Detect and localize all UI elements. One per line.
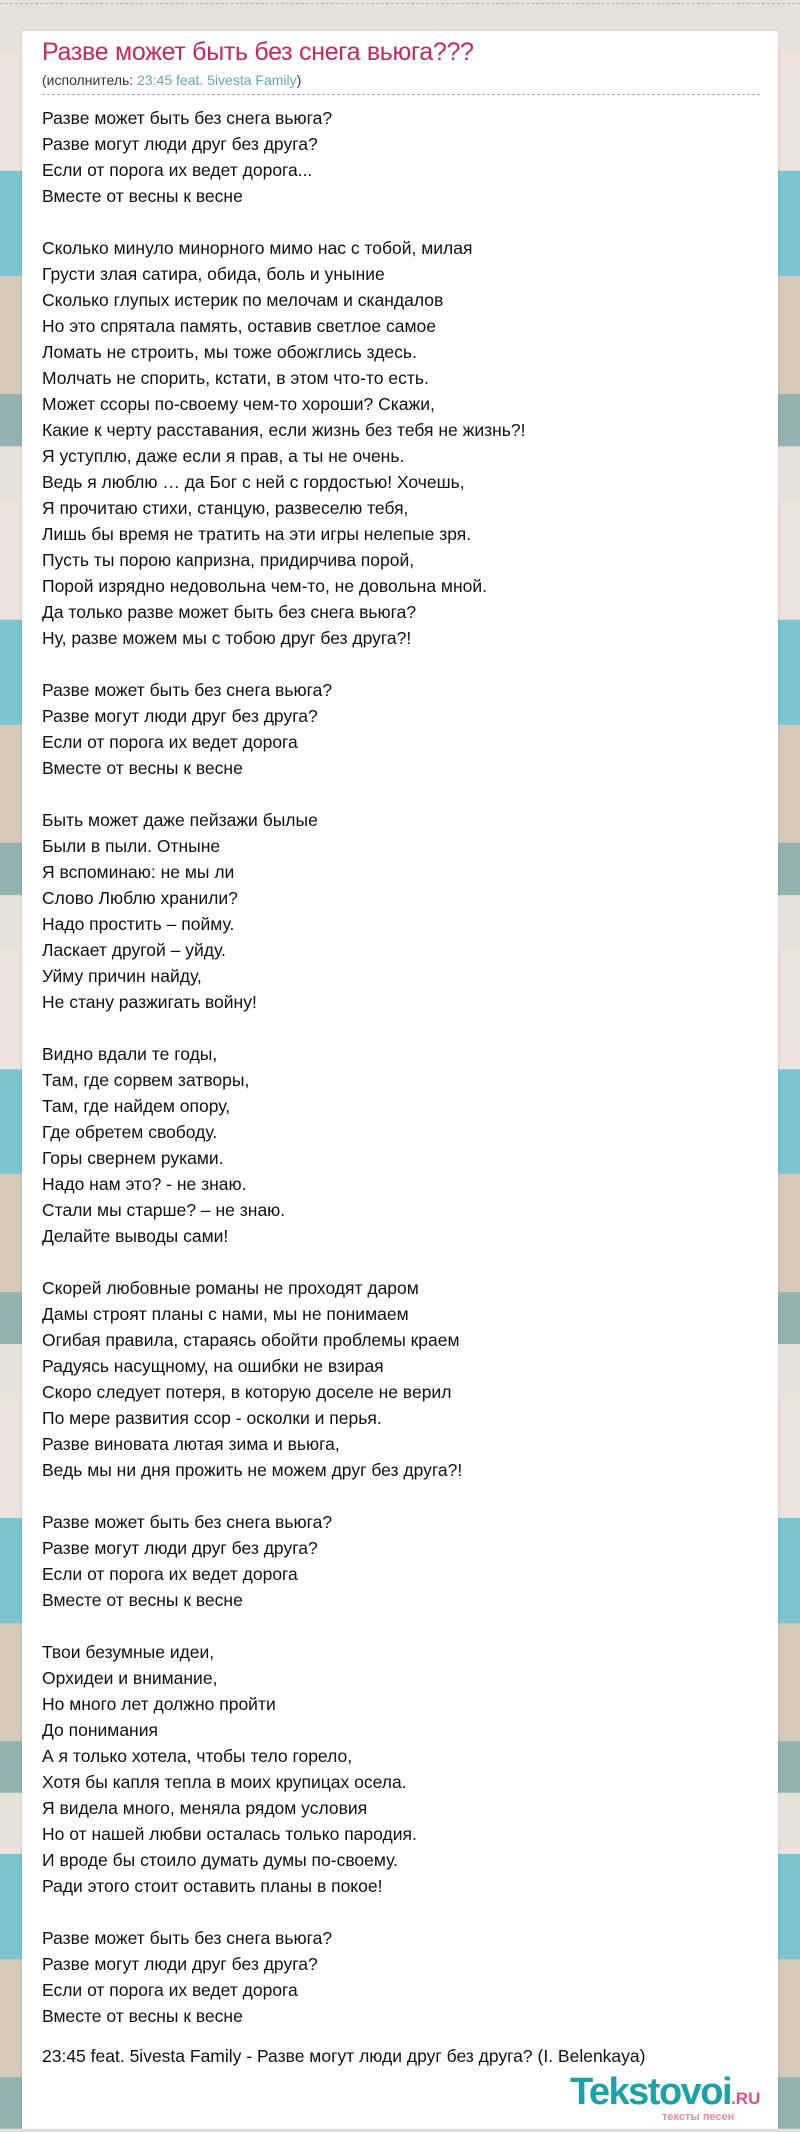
lyric-line: Разве виновата лютая зима и вьюга, [42,1434,340,1454]
lyric-line: До понимания [42,1720,158,1740]
lyric-line: Делайте выводы сами! [42,1226,229,1246]
lyric-line: Я уступлю, даже если я прав, а ты не очень. [42,446,405,466]
lyric-line: Скоро следует потеря, в которую доселе не верил [42,1382,452,1402]
lyric-line: Сколько глупых истерик по мелочам и скандалов [42,290,444,310]
lyric-line: Я видела много, меняла рядом условия [42,1798,368,1818]
lyric-line: Ведь мы ни дня прожить не можем друг без друга?! [42,1460,463,1480]
stanza-break [42,1613,526,1639]
lyric-line: Разве могут люди друг без друга? [42,1954,318,1974]
lyric-line: Разве может быть без снега вьюга? [42,1512,333,1532]
lyric-line: Разве может быть без снега вьюга? [42,108,333,128]
stanza-break [42,1483,526,1509]
lyrics-text [42,105,526,2029]
lyric-line: Я прочитаю стихи, станцую, развеселю тебя, [42,498,409,518]
lyric-line: Огибая правила, стараясь обойти проблемы краем [42,1330,460,1350]
lyric-line: Надо простить – пойму. [42,914,235,934]
lyric-line: Сколько минуло минорного мимо нас с тобой, милая [42,238,473,258]
lyric-line: А я только хотела, чтобы тело горело, [42,1746,353,1766]
lyric-line: Хотя бы капля тепла в моих крупицах осела. [42,1772,407,1792]
lyric-line: Я вспоминаю: не мы ли [42,862,235,882]
lyric-line: Какие к черту расставания, если жизнь без тебя не жизнь?! [42,420,526,440]
lyric-line: Ведь я люблю … да Бог с ней с гордостью! Хочешь, [42,472,465,492]
lyric-line: Ласкает другой – уйду. [42,940,226,960]
lyric-line: Слово Люблю хранили? [42,888,238,908]
song-footer-credit: 23:45 feat. 5ivesta Family - Разве могут люди друг без друга? (I. Belenkaya) [42,2046,646,2066]
lyric-line: Не стану разжигать войну! [42,992,257,1012]
lyric-line: Если от порога их ведет дорога [42,732,298,752]
artist-line [42,72,301,89]
lyric-line: Ломать не строить, мы тоже обожглись здесь. [42,342,417,362]
lyric-line: Ну, разве можем мы с тобою друг без друга?! [42,628,412,648]
lyric-line: Уйму причин найду, [42,966,202,986]
lyric-line: Орхидеи и внимание, [42,1668,218,1688]
lyric-line: Разве может быть без снега вьюга? [42,1928,333,1948]
artist-suffix: ) [296,72,302,88]
lyric-line: Там, где найдем опору, [42,1096,231,1116]
lyric-line: Твои безумные идеи, [42,1642,215,1662]
logo-wordmark: Tekstovoi [570,2071,732,2113]
lyric-line: Скорей любовные романы не проходят даром [42,1278,419,1298]
stanza-break [42,651,526,677]
lyric-line: Лишь бы время не тратить на эти игры нелепые зря. [42,524,472,544]
lyric-line: Горы свернем руками. [42,1148,224,1168]
lyric-line: Видно вдали те годы, [42,1044,218,1064]
lyric-line: Вместе от весны к весне [42,758,243,778]
lyric-line: Разве могут люди друг без друга? [42,1538,318,1558]
lyric-line: Быть может даже пейзажи былые [42,810,318,830]
lyric-line: Ради этого стоит оставить планы в покое! [42,1876,383,1896]
logo-tagline: тексты песен [662,2111,735,2123]
stanza-break [42,781,526,807]
lyric-line: Радуясь насущному, на ошибки не взирая [42,1356,384,1376]
stanza-break [42,1899,526,1925]
title-divider [42,94,760,95]
lyric-line: По мере развития ссор - осколки и перья. [42,1408,382,1428]
lyric-line: Пусть ты порою капризна, придирчива порой, [42,550,415,570]
lyric-line: Но это спрятала память, оставив светлое самое [42,316,436,336]
lyric-line: Там, где сорвем затворы, [42,1070,250,1090]
logo-tld: .RU [731,2089,761,2108]
stanza-break [42,1015,526,1041]
lyric-line: Но много лет должно пройти [42,1694,276,1714]
lyric-line: Может ссоры по-своему чем-то хороши? Скажи, [42,394,435,414]
lyric-line: Вместе от весны к весне [42,1590,243,1610]
stanza-break [42,209,526,235]
lyric-line: Если от порога их ведет дорога [42,1564,298,1584]
stanza-break [42,1249,526,1275]
lyric-line: Разве могут люди друг без друга? [42,134,318,154]
lyric-line: Где обретем свободу. [42,1122,218,1142]
lyric-line: Вместе от весны к весне [42,186,243,206]
lyric-line: Стали мы старше? – не знаю. [42,1200,286,1220]
lyric-line: Были в пыли. Отныне [42,836,221,856]
lyric-line: Дамы строят планы с нами, мы не понимаем [42,1304,409,1324]
lyric-line: Но от нашей любви осталась только пародия. [42,1824,417,1844]
lyric-line: Если от порога их ведет дорога... [42,160,313,180]
tekstovoi-logo[interactable] [570,2071,760,2121]
artist-link[interactable]: 23:45 feat. 5ivesta Family [137,72,297,88]
lyric-line: Если от порога их ведет дорога [42,1980,298,2000]
artist-prefix: (исполнитель: [42,72,138,88]
lyric-line: Разве могут люди друг без друга? [42,706,318,726]
lyric-line: Вместе от весны к весне [42,2006,243,2026]
lyric-line: Грусти злая сатира, обида, боль и уныние [42,264,385,284]
lyric-line: И вроде бы стоило думать думы по-своему. [42,1850,398,1870]
song-title: Разве может быть без снега вьюга??? [42,38,474,66]
lyrics-card [22,31,778,2129]
page-top-border [0,0,800,4]
lyric-line: Порой изрядно недовольна чем-то, не довольна мной. [42,576,487,596]
lyric-line: Да только разве может быть без снега вьюга? [42,602,417,622]
lyric-line: Разве может быть без снега вьюга? [42,680,333,700]
lyric-line: Молчать не спорить, кстати, в этом что-то есть. [42,368,429,388]
lyric-line: Надо нам это? - не знаю. [42,1174,247,1194]
